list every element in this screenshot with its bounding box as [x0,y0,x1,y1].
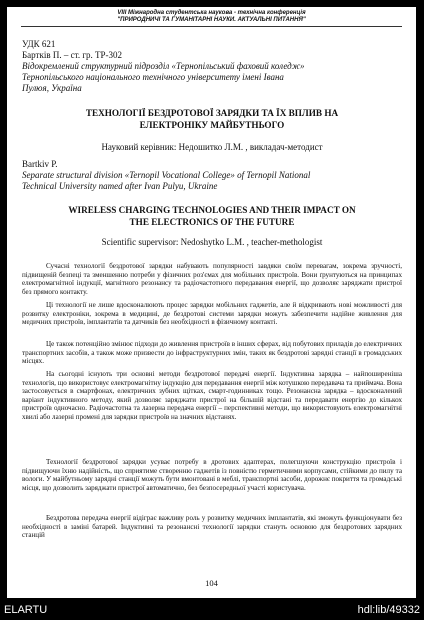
author-en: Bartkiv P. [22,159,58,169]
supervisor-ua: Науковий керівник: Недошитко Л.М. , викладач-методист [101,142,323,152]
title-en-line-1: WIRELESS CHARGING TECHNOLOGIES AND THEIR IMPACT ON [68,205,356,215]
body-paragraph-2: Ці технології не лише вдосконалюють процес зарядки мобільних гаджетів, але й відкривають нові можливості для розвитку електроніки, зокрема в медицині, де бездротові системи зарядки можуть забезпечити надійне живлення для медичних пристроїв, імплантатів та датчиків без необхідності в фізичному контакті. [22,301,402,327]
conference-name: VIII Міжнародна студентська наукова - технічна конференція [117,10,306,16]
affiliation-ua-line-2: Тернопільського національного технічного університету імені Івана [22,72,284,82]
document-page [7,7,416,598]
affiliation-en-line-1: Separate structural division «Ternopil Vocational College» of Ternopil National [22,170,311,180]
affiliation-en-line-2: Technical University named after Ivan Pulyu, Ukraine [22,181,218,191]
body-paragraph-1: Сучасні технології бездротової зарядки набувають популярності завдяки своїм перевагам, зокрема зручності, підвищеній безпеці та зменшенню потреби у фізичних роз'ємах для мобільних пристроїв. Вони ґрунтуються на принципах електромагнітної індукції, магнітного резонансу та радіочастотного передавання енергії, що дозволяє заряджати пристрої без прямого контакту. [22,262,402,296]
title-ua-line-2: ЕЛЕКТРОНІКУ МАЙБУТНЬОГО [139,120,285,130]
author-ua: Бартків П. – ст. гр. ТР-302 [22,50,123,60]
body-paragraph-3: Це також потенційно змінює підходи до живлення пристроїв в інших сферах, від побутових приладів до електричних транспортних засобів, а також може призвести до інфраструктурних змін, таких як бездротові зарядні станції в громадських місцях. [22,340,402,366]
body-paragraph-6: Бездротова передача енергії відіграє важливу роль у розвитку медичних імплантатів, які зможуть функціонувати без необхідності в заміні батарей. Індуктивні та резонансні технології зарядки стануть основою для бездротових зарядних станцій [22,514,402,540]
affiliation-ua-line-1: Відокремлений структурний підрозділ «Тернопільський фаховий коледж» [22,61,305,71]
body-paragraph-5: Технології бездротової зарядки усуває потребу в дротових адаптерах, полегшуючи конструкцію пристроїв і підвищуючи їхню надійність, що сприятиме створенню гаджетів із повністю герметичними корпусами, стійкими до пилу та вологи. У майбутньому зарядні станції можуть бути вмонтовані в меблі, транспортні засоби, дорожнє покриття та громадські місця, що дозволить заряджати пристрої автоматично, без безпосередньої участі користувача. [22,458,402,492]
affiliation-ua-line-3: Пулюя, Україна [22,83,82,93]
title-en-line-2: THE ELECTRONICS OF THE FUTURE [129,217,295,227]
page-number: 104 [205,578,218,588]
udk-code: УДК 621 [22,39,56,49]
supervisor-en: Scientific supervisor: Nedoshytko L.M. , teacher-methologist [101,237,323,247]
title-ua-line-1: ТЕХНОЛОГІЇ БЕЗДРОТОВОЇ ЗАРЯДКИ ТА ЇХ ВПЛИВ НА [85,108,339,118]
conference-theme: "ПРИРОДНИЧІ ТА ГУМАНІТАРНІ НАУКИ. АКТУАЛЬНІ ПИТАННЯ" [117,17,306,23]
body-paragraph-4: На сьогодні існують три основні методи бездротової передачі енергії. Індуктивна зарядка – найпоширеніша технологія, що використовує електромагнітну індукцію для передавання енергії між котушкою передавача та приймача. Вона застосовується в смартфонах, електричних зубних щітках, смарт-годинниках тощо. Резонансна зарядка – вдосконалений варіант індуктивного методу, який дозволяє заряджати пристрої на більшій відстані та передавати енергію до кількох пристроїв одночасно. Радіочастотна та лазерна передача енергії – перспективні методи, що використовують електромагнітні хвилі або лазерні промені для зарядки пристроїв на значних відстанях. [22,370,402,421]
header-rule [21,26,402,27]
repository-label: ELARTU [4,604,48,616]
handle-identifier: hdl:lib/49332 [357,604,420,616]
